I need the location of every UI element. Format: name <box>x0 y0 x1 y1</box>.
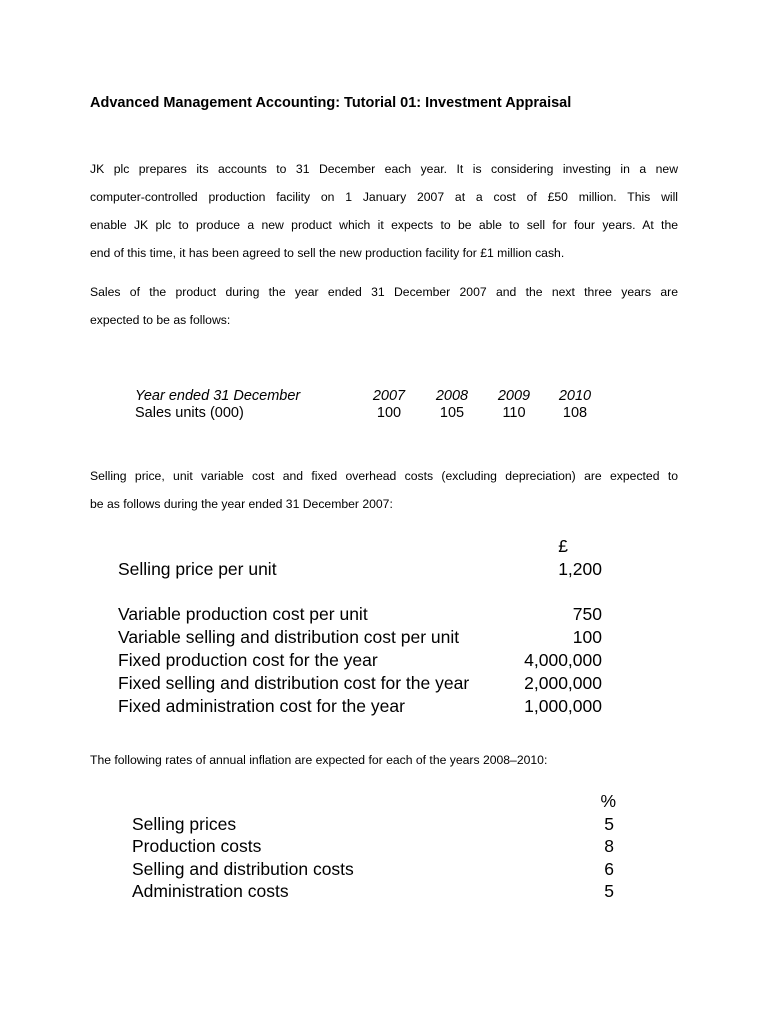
inflation-value: 8 <box>604 836 614 856</box>
currency-header-row <box>118 536 608 559</box>
intro-paragraph <box>90 155 678 267</box>
intro-line: enable JK plc to produce a new product which it expects to be able to sell for four years. At the <box>90 218 678 232</box>
selling-price-label: Selling price per unit <box>118 559 277 579</box>
percent-symbol: % <box>600 791 616 811</box>
selling-price-row <box>118 559 608 582</box>
selling-price-value: 1,200 <box>558 559 602 579</box>
document-title: Advanced Management Accounting: Tutorial 01: Investment Appraisal <box>90 95 572 111</box>
inflation-value: 5 <box>604 881 614 901</box>
inflation-table <box>132 791 618 904</box>
cost-row <box>118 604 608 627</box>
sales-intro-line: Sales of the product during the year ended 31 December 2007 and the next three years are <box>90 285 678 299</box>
intro-line: computer-controlled production facility on 1 January 2007 at a cost of £50 million. This will <box>90 190 678 204</box>
inflation-value: 6 <box>604 858 614 879</box>
cost-label: Fixed production cost for the year <box>118 650 378 670</box>
sales-header-label: Year ended 31 December <box>135 388 301 404</box>
cost-label: Variable selling and distribution cost per unit <box>118 627 460 647</box>
inflation-label: Selling and distribution costs <box>132 858 354 879</box>
inflation-label: Production costs <box>132 836 262 856</box>
units-cell: 105 <box>439 405 465 421</box>
cost-value: 2,000,000 <box>524 673 602 693</box>
spacer-row <box>118 582 608 604</box>
inflation-intro-line: The following rates of annual inflation are expected for each of the years 2008–2010: <box>90 753 548 767</box>
currency-symbol: £ <box>558 536 568 556</box>
cost-row <box>118 696 608 719</box>
cost-row <box>118 627 608 650</box>
inflation-value: 5 <box>604 813 614 834</box>
intro-line: end of this time, it has been agreed to sell the new production facility for £1 million cash. <box>90 246 565 260</box>
cost-table <box>118 536 608 719</box>
cost-row <box>118 673 608 696</box>
cost-intro-line: Selling price, unit variable cost and fixed overhead costs (excluding depreciation) are expected to <box>90 469 678 483</box>
inflation-label: Administration costs <box>132 881 289 901</box>
percent-header-row <box>132 791 618 814</box>
inflation-intro-paragraph <box>90 746 678 774</box>
year-cell: 2007 <box>372 388 406 404</box>
cost-intro-paragraph <box>90 462 678 518</box>
cost-row <box>118 650 608 673</box>
inflation-row <box>132 859 618 882</box>
units-cell: 110 <box>502 405 526 421</box>
cost-value: 1,000,000 <box>524 696 602 716</box>
cost-label: Fixed selling and distribution cost for the year <box>118 673 470 693</box>
intro-line: JK plc prepares its accounts to 31 December each year. It is considering investing in a new <box>90 162 678 176</box>
cost-intro-line: be as follows during the year ended 31 December 2007: <box>90 497 393 511</box>
inflation-row <box>132 881 618 904</box>
sales-units-label: Sales units (000) <box>135 405 244 421</box>
cost-label: Variable production cost per unit <box>118 604 368 624</box>
cost-value: 100 <box>572 627 602 647</box>
inflation-row <box>132 836 618 859</box>
inflation-label: Selling prices <box>132 813 237 834</box>
inflation-row <box>132 814 618 837</box>
sales-intro-paragraph <box>90 278 678 334</box>
cost-value: 750 <box>572 604 602 624</box>
cost-value: 4,000,000 <box>524 650 602 670</box>
year-cell: 2008 <box>435 388 469 404</box>
year-cell: 2009 <box>497 388 531 404</box>
cost-label: Fixed administration cost for the year <box>118 696 405 716</box>
units-cell: 108 <box>562 405 588 421</box>
year-cell: 2010 <box>558 388 592 404</box>
sales-intro-line: expected to be as follows: <box>90 313 231 327</box>
units-cell: 100 <box>376 405 402 421</box>
